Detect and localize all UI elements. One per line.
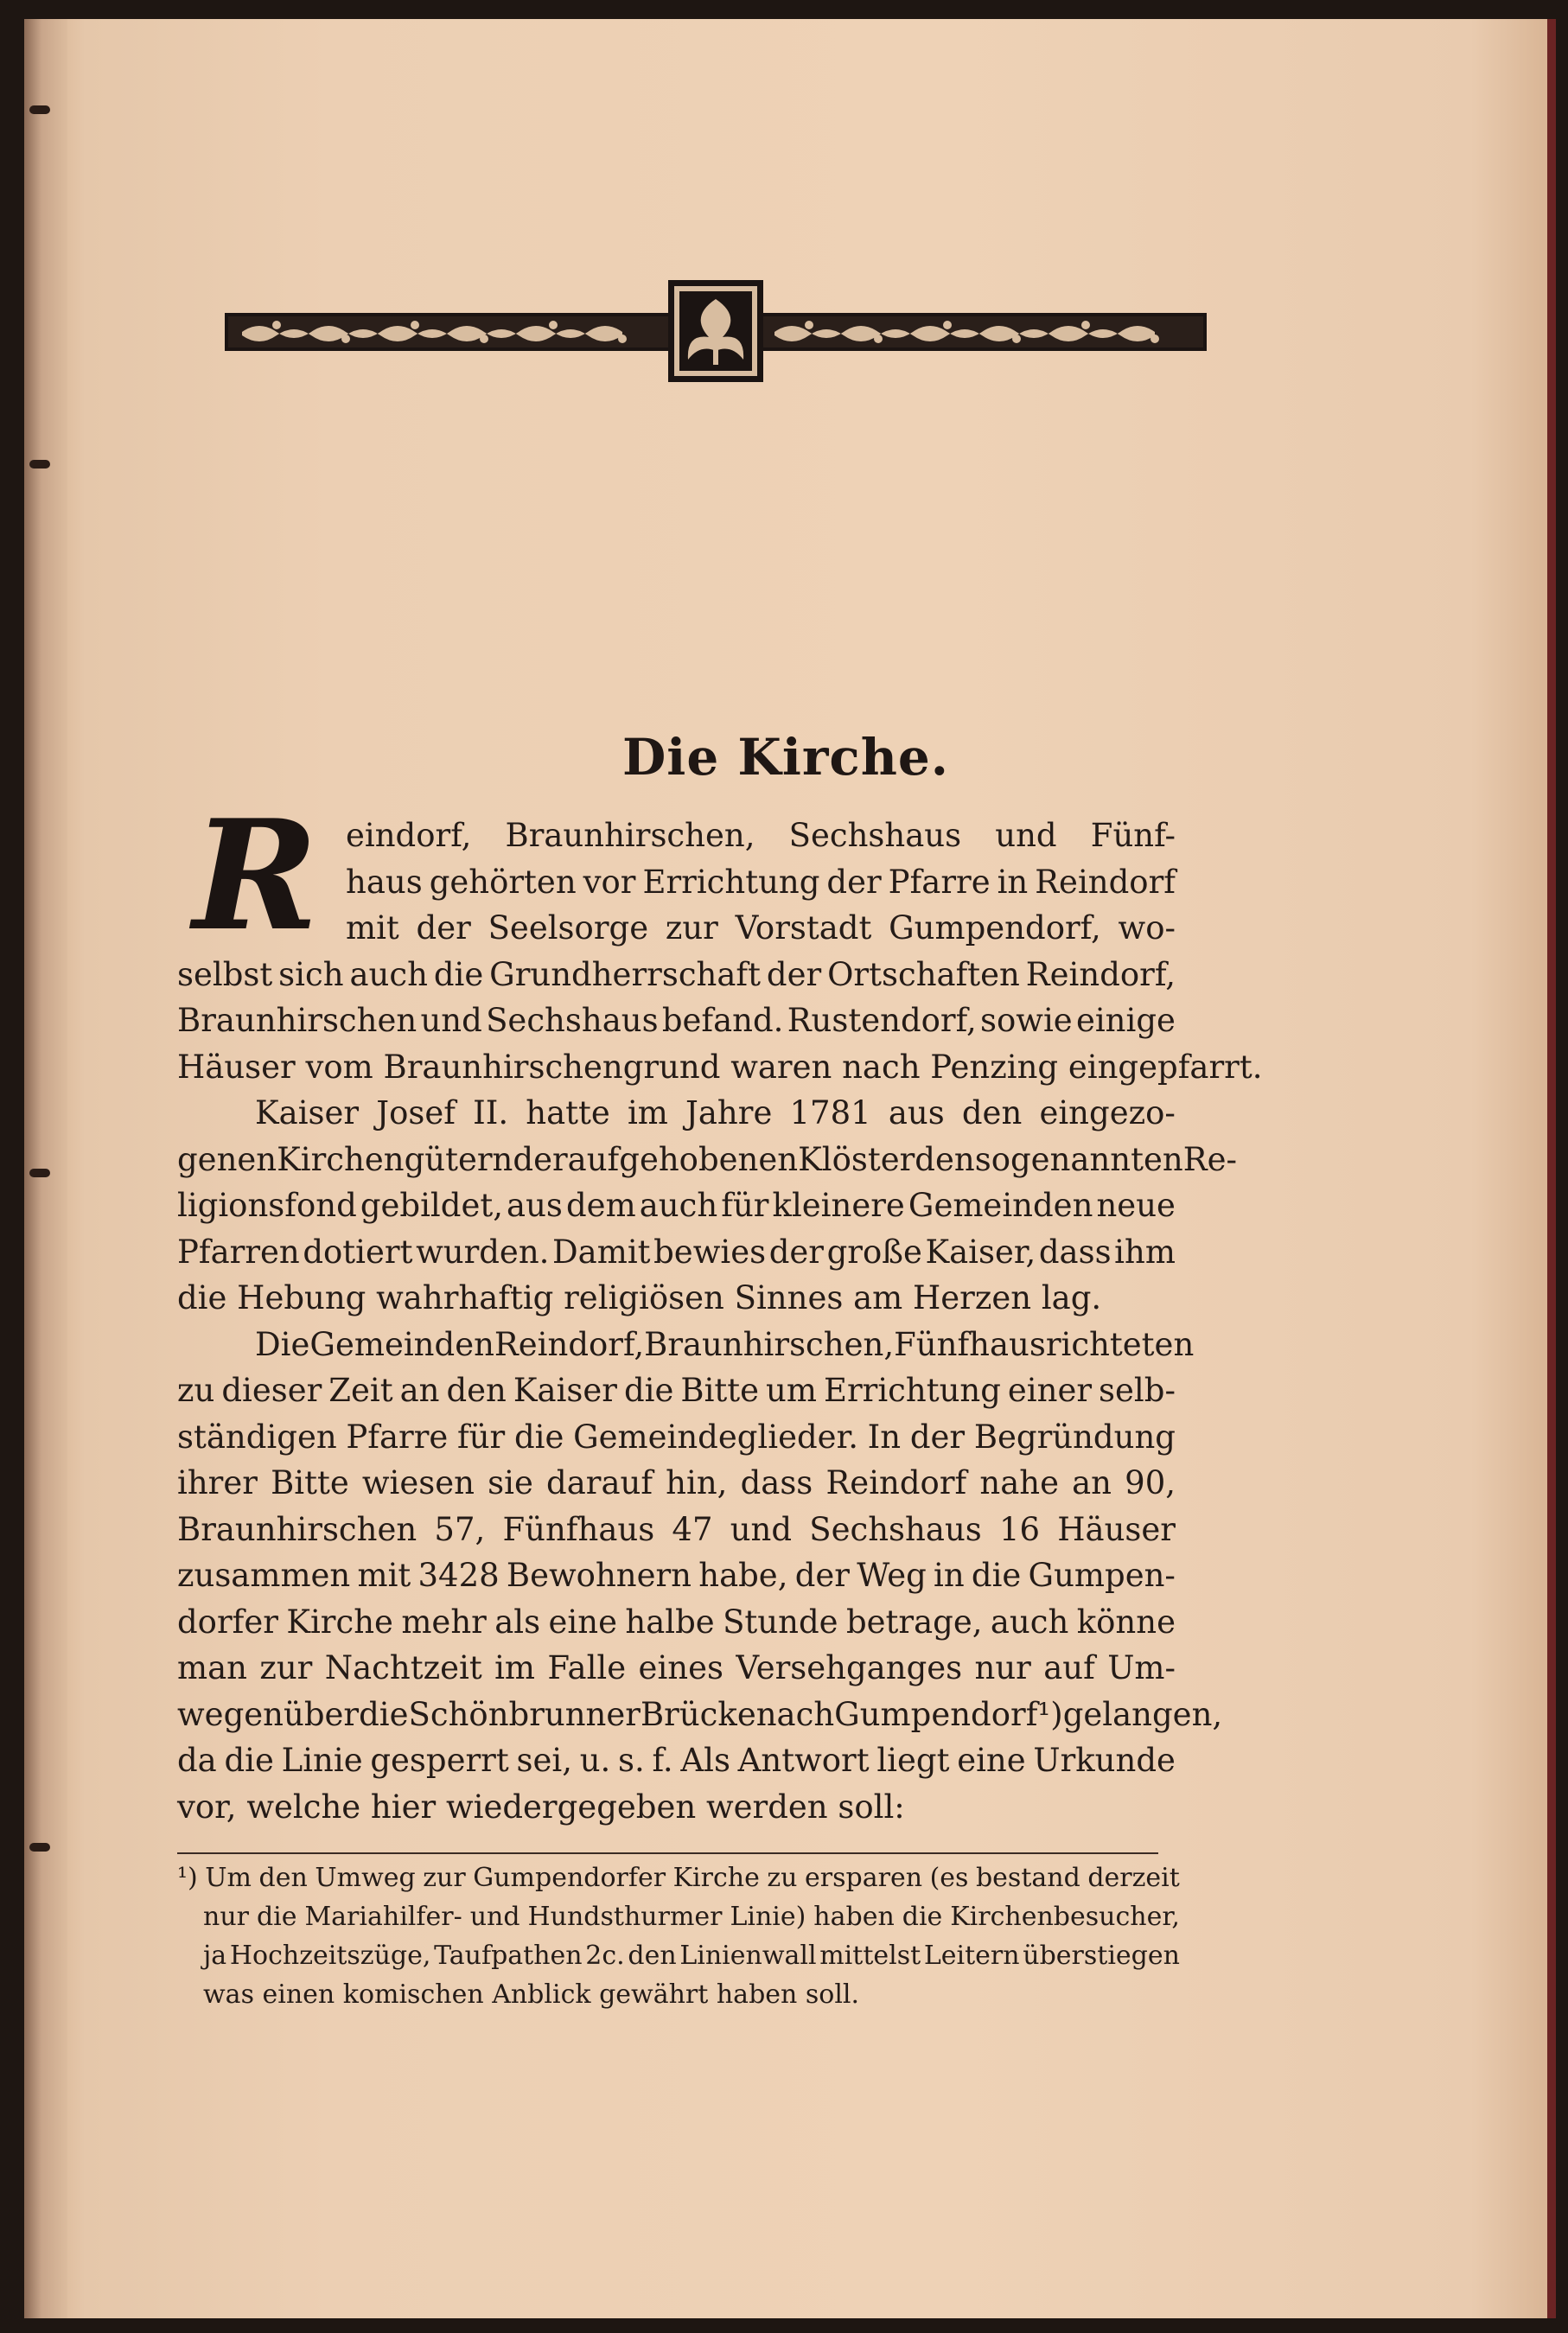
footnote-line: ja Hochzeitszüge, Taufpathen 2c. den Linienwall mittelst Leitern überstiegen bbox=[203, 1941, 1180, 1971]
main-text bbox=[177, 787, 1263, 1830]
text-line: genen Kirchengütern der aufgehobenen Klöster den sogenannten Re- bbox=[177, 1140, 1237, 1178]
text-line: die Hebung wahrhaftig religiösen Sinnes am Herzen lag. bbox=[177, 1279, 1102, 1316]
text-line: zusammen mit 3428 Bewohnern habe, der Weg in die Gumpen- bbox=[177, 1557, 1176, 1594]
text-line: ständigen Pfarre für die Gemeindeglieder. In der Begründung bbox=[177, 1418, 1176, 1456]
footnote-line: ¹) Um den Umweg zur Gumpendorfer Kirche zu ersparen (es bestand derzeit bbox=[177, 1863, 1180, 1893]
footnote-line: was einen komischen Anblick gewährt haben soll. bbox=[203, 1979, 860, 2010]
footnote bbox=[177, 1858, 1180, 2014]
text-line: Pfarren dotiert wurden. Damit bewies der große Kaiser, dass ihm bbox=[177, 1233, 1176, 1271]
decorative-header-ornament bbox=[225, 280, 1207, 382]
text-line: mit der Seelsorge zur Vorstadt Gumpendorf, wo- bbox=[346, 909, 1176, 947]
paragraph-2 bbox=[177, 1090, 1237, 1322]
text-line: da die Linie gesperrt sei, u. s. f. Als Antwort liegt eine Urkunde bbox=[177, 1742, 1176, 1779]
text-line: eindorf, Braunhirschen, Sechshaus und Fünf- bbox=[346, 817, 1176, 854]
text-line: zu dieser Zeit an den Kaiser die Bitte um Errichtung einer selb- bbox=[177, 1372, 1176, 1409]
text-line: Häuser vom Braunhirschengrund waren nach Penzing eingepfarrt. bbox=[177, 1048, 1263, 1086]
binding-stitch bbox=[29, 1843, 50, 1852]
text-line: wegen über die Schönbrunner Brücke nach Gumpendorf ¹) gelangen, bbox=[177, 1695, 1223, 1733]
paragraph-1 bbox=[177, 813, 1263, 1090]
text-line: man zur Nachtzeit im Falle eines Versehganges nur auf Um- bbox=[177, 1649, 1176, 1686]
text-line: Die Gemeinden Reindorf, Braunhirschen, Fünfhaus richteten bbox=[255, 1325, 1195, 1363]
paragraph-3 bbox=[177, 1322, 1223, 1831]
binding-stitch bbox=[29, 1169, 50, 1177]
text-line: vor, welche hier wiedergegeben werden soll: bbox=[177, 1788, 905, 1826]
chapter-title: Die Kirche. bbox=[621, 728, 949, 787]
binding-stitch bbox=[29, 105, 50, 114]
text-line: ihrer Bitte wiesen sie darauf hin, dass Reindorf nahe an 90, bbox=[177, 1464, 1176, 1501]
drop-cap: R bbox=[193, 787, 319, 965]
footnote-divider bbox=[177, 1852, 1158, 1854]
text-line: Braunhirschen und Sechshaus befand. Rustendorf, sowie einige bbox=[177, 1002, 1176, 1039]
book-spine bbox=[24, 19, 67, 2318]
text-line: haus gehörten vor Errichtung der Pfarre in Reindorf bbox=[346, 863, 1176, 901]
text-line: Kaiser Josef II. hatte im Jahre 1781 aus den eingezo- bbox=[255, 1094, 1176, 1131]
text-line: dorfer Kirche mehr als eine halbe Stunde betrage, auch könne bbox=[177, 1603, 1176, 1641]
text-line: Braunhirschen 57, Fünfhaus 47 und Sechshaus 16 Häuser bbox=[177, 1510, 1176, 1548]
text-line: ligionsfond gebildet, aus dem auch für kleinere Gemeinden neue bbox=[177, 1187, 1176, 1224]
binding-stitch bbox=[29, 460, 50, 469]
text-line: selbst sich auch die Grundherrschaft der Ortschaften Reindorf, bbox=[177, 955, 1176, 993]
footnote-line: nur die Mariahilfer- und Hundsthurmer Linie) haben die Kirchenbesucher, bbox=[203, 1902, 1180, 1932]
